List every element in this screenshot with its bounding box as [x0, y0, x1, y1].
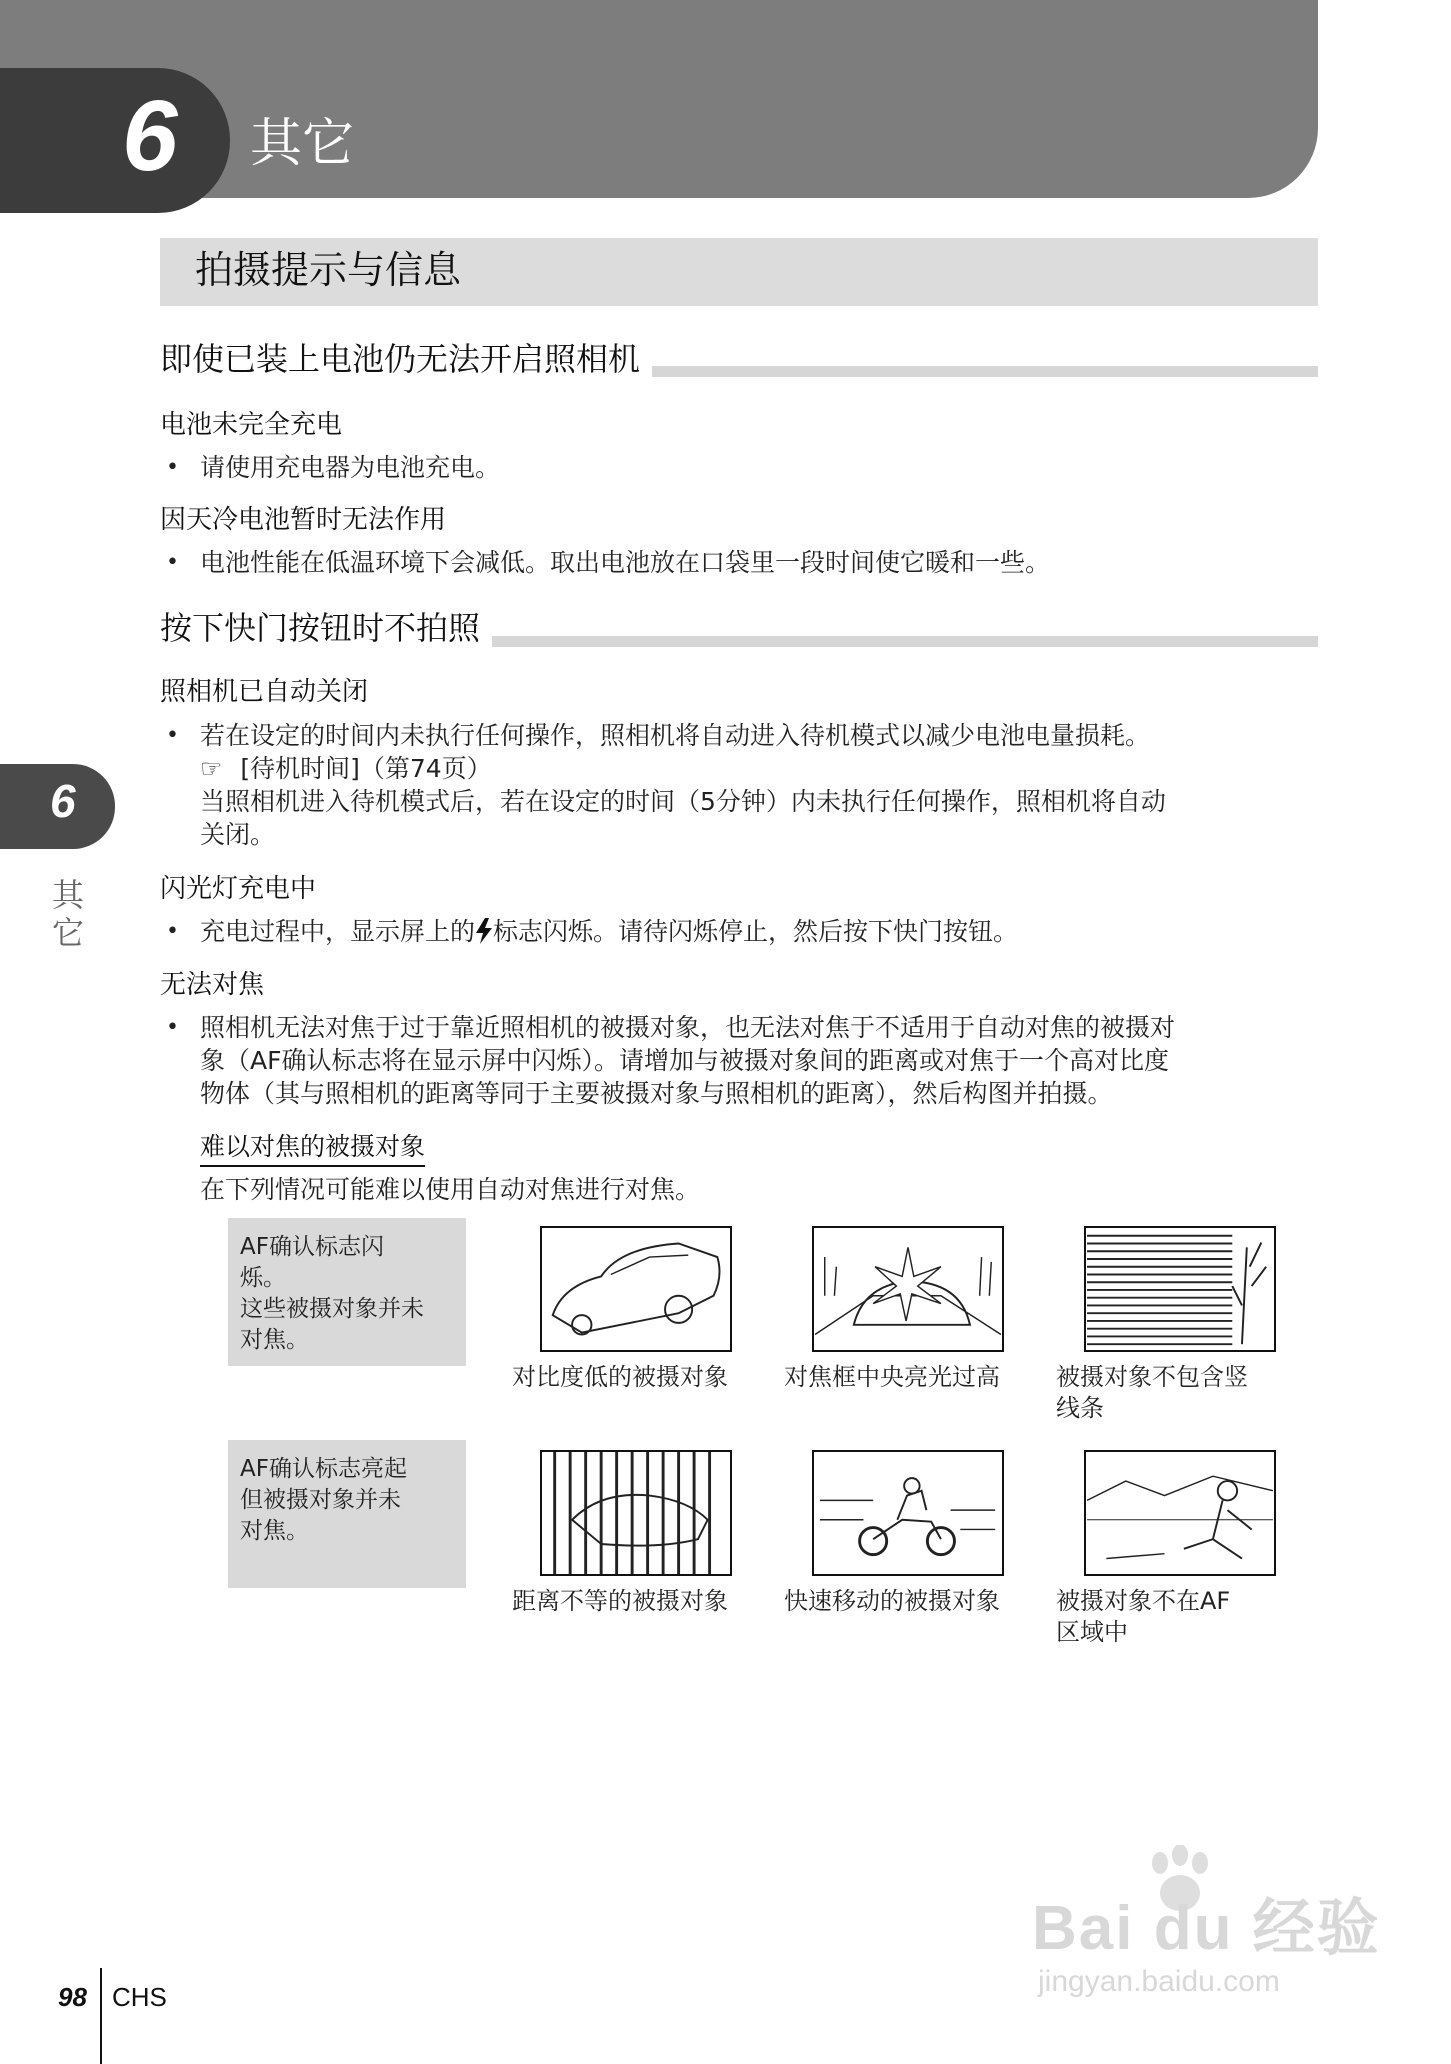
item-heading: 电池未完全充电	[160, 410, 343, 440]
af-box-line: 对焦。	[240, 1518, 309, 1544]
caption-varying-distance	[512, 1586, 752, 1617]
low-contrast-car-illustration	[540, 1226, 732, 1352]
caption-line: 对比度低的被摄对象	[512, 1363, 728, 1391]
side-label-char: 它	[52, 914, 85, 952]
caption-line: 被摄对象不在AF	[1056, 1587, 1231, 1615]
auto-off-line-1: 若在设定的时间内未执行任何操作，照相机将自动进入待机模式以减少电池电量损耗。	[200, 721, 1151, 750]
person-out-of-af-area-illustration	[1084, 1450, 1276, 1576]
item-text: 请使用充电器为电池充电。	[200, 453, 501, 482]
bright-light-car-illustration	[812, 1226, 1004, 1352]
caption-not-in-af-area	[1056, 1586, 1296, 1648]
af-box-line: AF确认标志亮起	[240, 1456, 407, 1482]
caption-line: 距离不等的被摄对象	[512, 1587, 728, 1615]
caption-fast-moving	[784, 1586, 1024, 1617]
reference-link: [待机时间]（第74页）	[240, 754, 492, 783]
af-box-line: 对焦。	[240, 1327, 309, 1353]
item-heading: 因天冷电池暂时无法作用	[160, 505, 447, 535]
caption-line: 被摄对象不包含竖	[1056, 1363, 1248, 1391]
fast-motorcycle-illustration	[812, 1450, 1004, 1576]
difficult-subjects-title: 难以对焦的被摄对象	[200, 1132, 425, 1167]
focus-line-3: 物体（其与照相机的距离等同于主要被摄对象与照相机的距离），然后构图并拍摄。	[200, 1079, 1113, 1108]
caption-no-vertical-lines	[1056, 1362, 1296, 1424]
caption-line: 线条	[1056, 1394, 1104, 1422]
caption-low-contrast	[512, 1362, 752, 1393]
side-chapter-label	[52, 876, 88, 952]
chapter-number-tab	[0, 68, 230, 213]
caption-line: 快速移动的被摄对象	[784, 1587, 1000, 1615]
caption-line: 对焦框中央亮光过高	[784, 1363, 1000, 1391]
tiger-behind-bars-illustration	[540, 1450, 732, 1576]
af-lit-box	[228, 1440, 466, 1588]
watermark-brand: Bai du 经验	[1032, 1894, 1381, 1963]
reference-icon: ☞	[200, 754, 223, 783]
bullet: •	[166, 455, 179, 480]
topic-title: 即使已装上电池仍无法开启照相机	[160, 340, 652, 378]
flash-text-before: 充电过程中，显示屏上的	[200, 917, 476, 946]
focus-line-1: 照相机无法对焦于过于靠近照相机的被摄对象，也无法对焦于不适用于自动对焦的被摄对	[200, 1013, 1176, 1042]
auto-off-line-4: 关闭。	[200, 820, 276, 849]
item-heading: 闪光灯充电中	[160, 874, 317, 904]
difficult-intro: 在下列情况可能难以使用自动对焦进行对焦。	[200, 1175, 701, 1204]
af-box-line: 但被摄对象并未	[240, 1487, 401, 1513]
side-chapter-number: 6	[50, 775, 76, 827]
focus-line-2: 象（AF确认标志将在显示屏中闪烁）。请增加与被摄对象间的距离或对焦于一个高对比度	[200, 1046, 1169, 1075]
section-title: 拍摄提示与信息	[195, 248, 462, 292]
flash-text-after: 标志闪烁。请待闪烁停止，然后按下快门按钮。	[493, 917, 1019, 946]
reference-line	[200, 752, 1310, 785]
bullet: •	[166, 1015, 179, 1040]
chapter-number: 6	[122, 80, 178, 192]
topic-title: 按下快门按钮时不拍照	[160, 609, 492, 647]
horizontal-lines-illustration	[1084, 1226, 1276, 1352]
auto-off-line-3: 当照相机进入待机模式后，若在设定的时间（5分钟）内未执行任何操作，照相机将自动	[200, 787, 1166, 816]
chapter-title: 其它	[250, 114, 355, 174]
bullet: •	[166, 550, 179, 575]
af-blink-box	[228, 1218, 466, 1366]
af-box-line: 烁。	[240, 1265, 286, 1291]
flash-icon	[475, 918, 493, 952]
watermark-url: jingyan.baidu.com	[1038, 1965, 1280, 1998]
af-box-line: AF确认标志闪	[240, 1234, 384, 1260]
item-heading: 照相机已自动关闭	[160, 677, 369, 707]
flash-text	[200, 915, 1310, 952]
bullet: •	[166, 723, 179, 748]
footer-divider	[100, 1968, 102, 2064]
bullet: •	[166, 919, 179, 944]
side-label-char: 其	[52, 876, 85, 914]
language-code: CHS	[112, 1982, 167, 2012]
page-number: 98	[58, 1982, 87, 2012]
af-box-line: 这些被摄对象并未	[240, 1296, 424, 1322]
item-text: 电池性能在低温环境下会减低。取出电池放在口袋里一段时间使它暖和一些。	[200, 548, 1051, 577]
caption-line: 区域中	[1056, 1618, 1128, 1646]
item-heading: 无法对焦	[160, 970, 265, 1000]
caption-bright-center	[784, 1362, 1024, 1393]
